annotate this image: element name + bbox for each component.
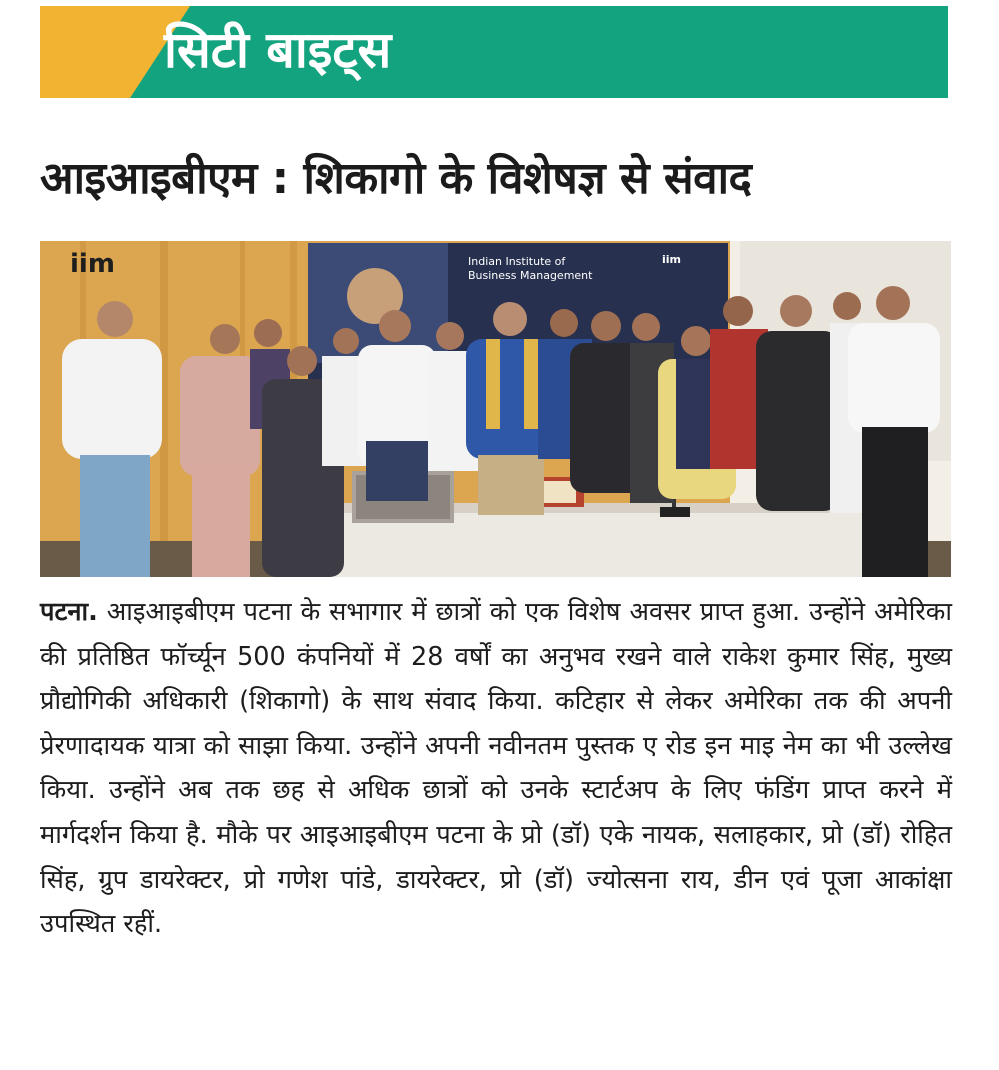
news-photo <box>40 241 951 577</box>
section-banner <box>40 6 948 98</box>
section-title: सिटी बाइट्स <box>164 21 392 79</box>
article-body <box>40 590 952 947</box>
backdrop-line-2: Business Management <box>468 269 593 282</box>
article-text: आइआइबीएम पटना के सभागार में छात्रों को एक विशेष अवसर प्राप्त हुआ. उन्होंने अमेरिका की प्रतिष्ठित फॉर्च्यून 500 कंपनियों में 28 वर्षों का अनुभव रखने वाले राकेश कुमार सिंह, मुख्य प्रौद्योगिकी अधिकारी (शिकागो) के साथ संवाद किया. कटिहार से लेकर अमेरिका तक की अपनी प्रेरणादायक यात्रा को साझा किया. उन्होंने अपनी नवीनतम पुस्तक ए रोड इन माइ नेम का भी उल्लेख किया. उन्होंने अब तक छह से अधिक छात्रों को उनके स्टार्टअप के लिए फंडिंग प्राप्त करने में मार्गदर्शन किया है. मौके पर आइआइबीएम पटना के प्रो (डॉ) एके नायक, सलाहकार, प्रो (डॉ) रोहित सिंह, ग्रुप डायरेक्टर, प्रो गणेश पांडे, डायरेक्टर, प्रो (डॉ) ज्योत्सना राय, डीन एवं पूजा आकांक्षा उपस्थित रहीं. <box>40 597 952 940</box>
backdrop-line-1: Indian Institute of <box>468 255 566 268</box>
backdrop-corner-logo: iim <box>662 253 682 266</box>
headline: आइआइबीएम : शिकागो के विशेषज्ञ से संवाद <box>40 153 752 204</box>
iim-logo: iim <box>70 249 115 279</box>
photo-illustration <box>40 241 951 577</box>
dateline: पटना. <box>40 597 98 627</box>
